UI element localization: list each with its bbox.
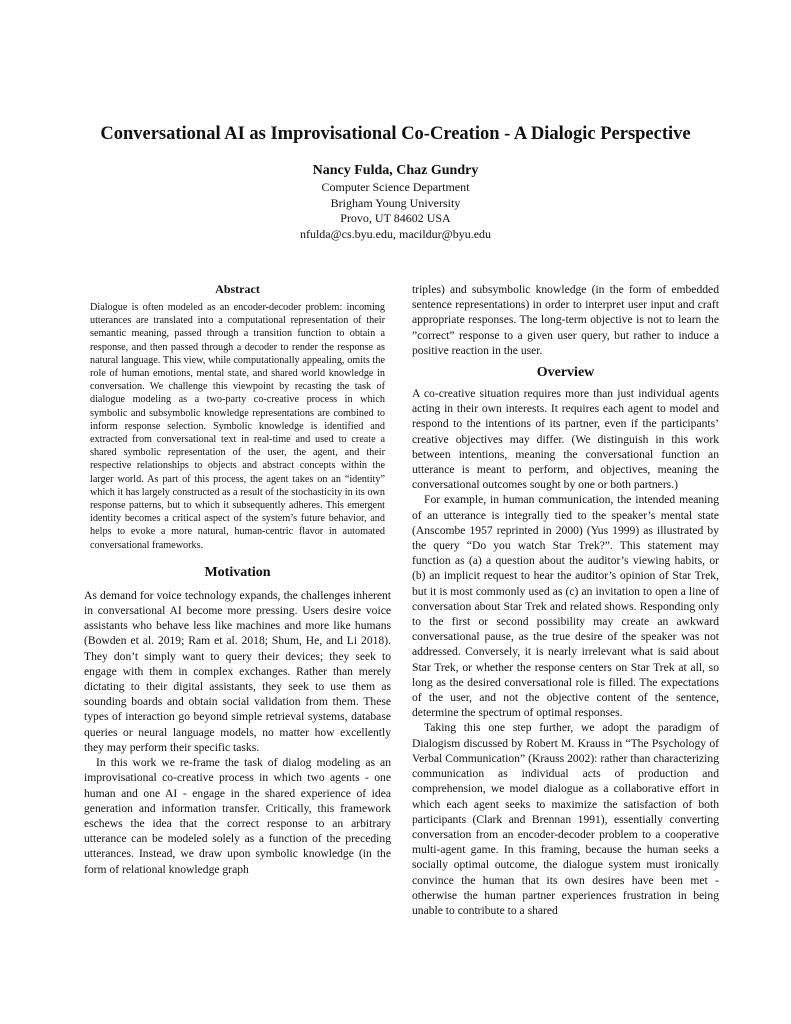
- abstract-text: Dialogue is often modeled as an encoder-decoder problem: incoming utterances are translated into a computational representation of their semantic meaning, passed through a transition function to obtain a response, and then passed through a decoder to render the response as natural language. This view, while computationally appealing, omits the role of human emotions, mental state, and shared world knowledge in conversation. We challenge this viewpoint by recasting the task of dialogue modeling as a two-party co-creative process in which symbolic and subsymbolic knowledge representations are combined to inform response selection. Symbolic knowledge is identified and extracted from conversational text in real-time and used to create a shared symbolic representation of the user, the agent, and their respective relationships to objects and abstract concepts within the larger world. As part of this process, the agent takes on an “identity” which it has largely constructed as a result of the stochasticity in its own response patterns, but to which it subsequently adheres. This emergent identity becomes a critical aspect of the system’s future behavior, and helps to evoke a more natural, human-centric flavor in automated conversational frameworks.: [90, 302, 385, 551]
- paper-authors: Nancy Fulda, Chaz Gundry: [312, 163, 479, 178]
- overview-paragraph-3: Taking this one step further, we adopt the paradigm of Dialogism discussed by Robert M. Krauss in “The Psychology of Verbal Communication” (Krauss 2002): rather than characterizing communication as individual acts of production and comprehension, we model dialogue as a collaborative effort in which each agent seeks to maximize the satisfaction of both participants (Clark and Brennan 1991), essentially converting conversation from an encoder-decoder problem to a cooperative multi-agent game. In this framing, because the human seeks a socially optimal outcome, the dialogue system must ironically convince the human that its own desires have been met - otherwise the human partner experiences frustration in being unable to contribute to a shared: [412, 721, 719, 917]
- abstract-heading: Abstract: [215, 282, 260, 296]
- left-column: [84, 282, 391, 877]
- motivation-paragraph-2: In this work we re-frame the task of dialog modeling as an improvisational co-creative process in which two agents - one human and one AI - engage in the shared experience of idea generation and information transfer. Critically, this framework eschews the idea that the correct response to an arbitrary utterance can be modeled solely as a function of the preceding utterances. Instead, we draw upon symbolic knowledge (in the form of relational knowledge graph: [84, 756, 391, 876]
- motivation-paragraph-1: As demand for voice technology expands, the challenges inherent in conversational AI become more pressing. Users desire voice assistants who behave less like machines and more like humans (Bowden et al. 2019; Ram et al. 2018; Shum, He, and Li 2018). They don’t simply want to query their devices; they seek to engage with them in complex exchanges. Rather than merely dictating to their digital assistants, they seek to use them as sounding boards and obtain social validation from them. These types of interaction go beyond simple retrieval systems, database queries or neural language models, no matter how excellently they may perform their specific tasks.: [84, 588, 391, 754]
- overview-heading: Overview: [536, 365, 595, 381]
- overview-paragraph-1: A co-creative situation requires more than just individual agents acting in their own interests. It requires each agent to model and respond to the intentions of its partner, even if the participants’ creative objectives may differ. (We distinguish in this work between intentions, meaning the conversational function an utterance is meant to perform, and objectives, meaning the conversational outcomes sought by one or both partners.): [412, 387, 719, 492]
- affiliation-emails: nfulda@cs.byu.edu, macildur@byu.edu: [299, 226, 492, 241]
- motivation-heading: Motivation: [204, 564, 271, 580]
- affiliation-university: Brigham Young University: [330, 195, 461, 210]
- paper-title: Conversational AI as Improvisational Co-Creation - A Dialogic Perspective: [100, 124, 691, 144]
- right-column: [412, 282, 719, 918]
- continued-paragraph: triples) and subsymbolic knowledge (in the form of embedded sentence representations) in order to interpret user input and craft appropriate responses. The long-term objective is not to learn the ”correct” response to a given user query, but rather to induce a positive reaction in the user.: [412, 283, 719, 357]
- author-affiliation: [60, 180, 731, 242]
- overview-paragraph-2: For example, in human communication, the intended meaning of an utterance is integrally tied to the speaker’s mental state (Anscombe 1957 reprinted in 2000) (Yus 1999) as illustrated by the query “Do you watch Star Trek?”. This statement may function as (a) a question about the auditor’s viewing habits, or (b) an implicit request to hear the auditor’s opinion of Star Trek, but it is most commonly used as (c) an invitation to open a line of conversation about Star Trek and related shows. Responding only to the first or second possibility may create an awkward conversational pause, as the true desire of the speaker was not addressed. Conversely, it is nearly irrelevant what is said about Star Trek, or whether the response centers on Star Trek at all, so long as the desired conversational role is filled. The expectations of the user, and not the objective content of the sentence, determine the spectrum of optimal responses.: [412, 493, 719, 720]
- affiliation-department: Computer Science Department: [321, 180, 470, 194]
- affiliation-address: Provo, UT 84602 USA: [340, 211, 451, 225]
